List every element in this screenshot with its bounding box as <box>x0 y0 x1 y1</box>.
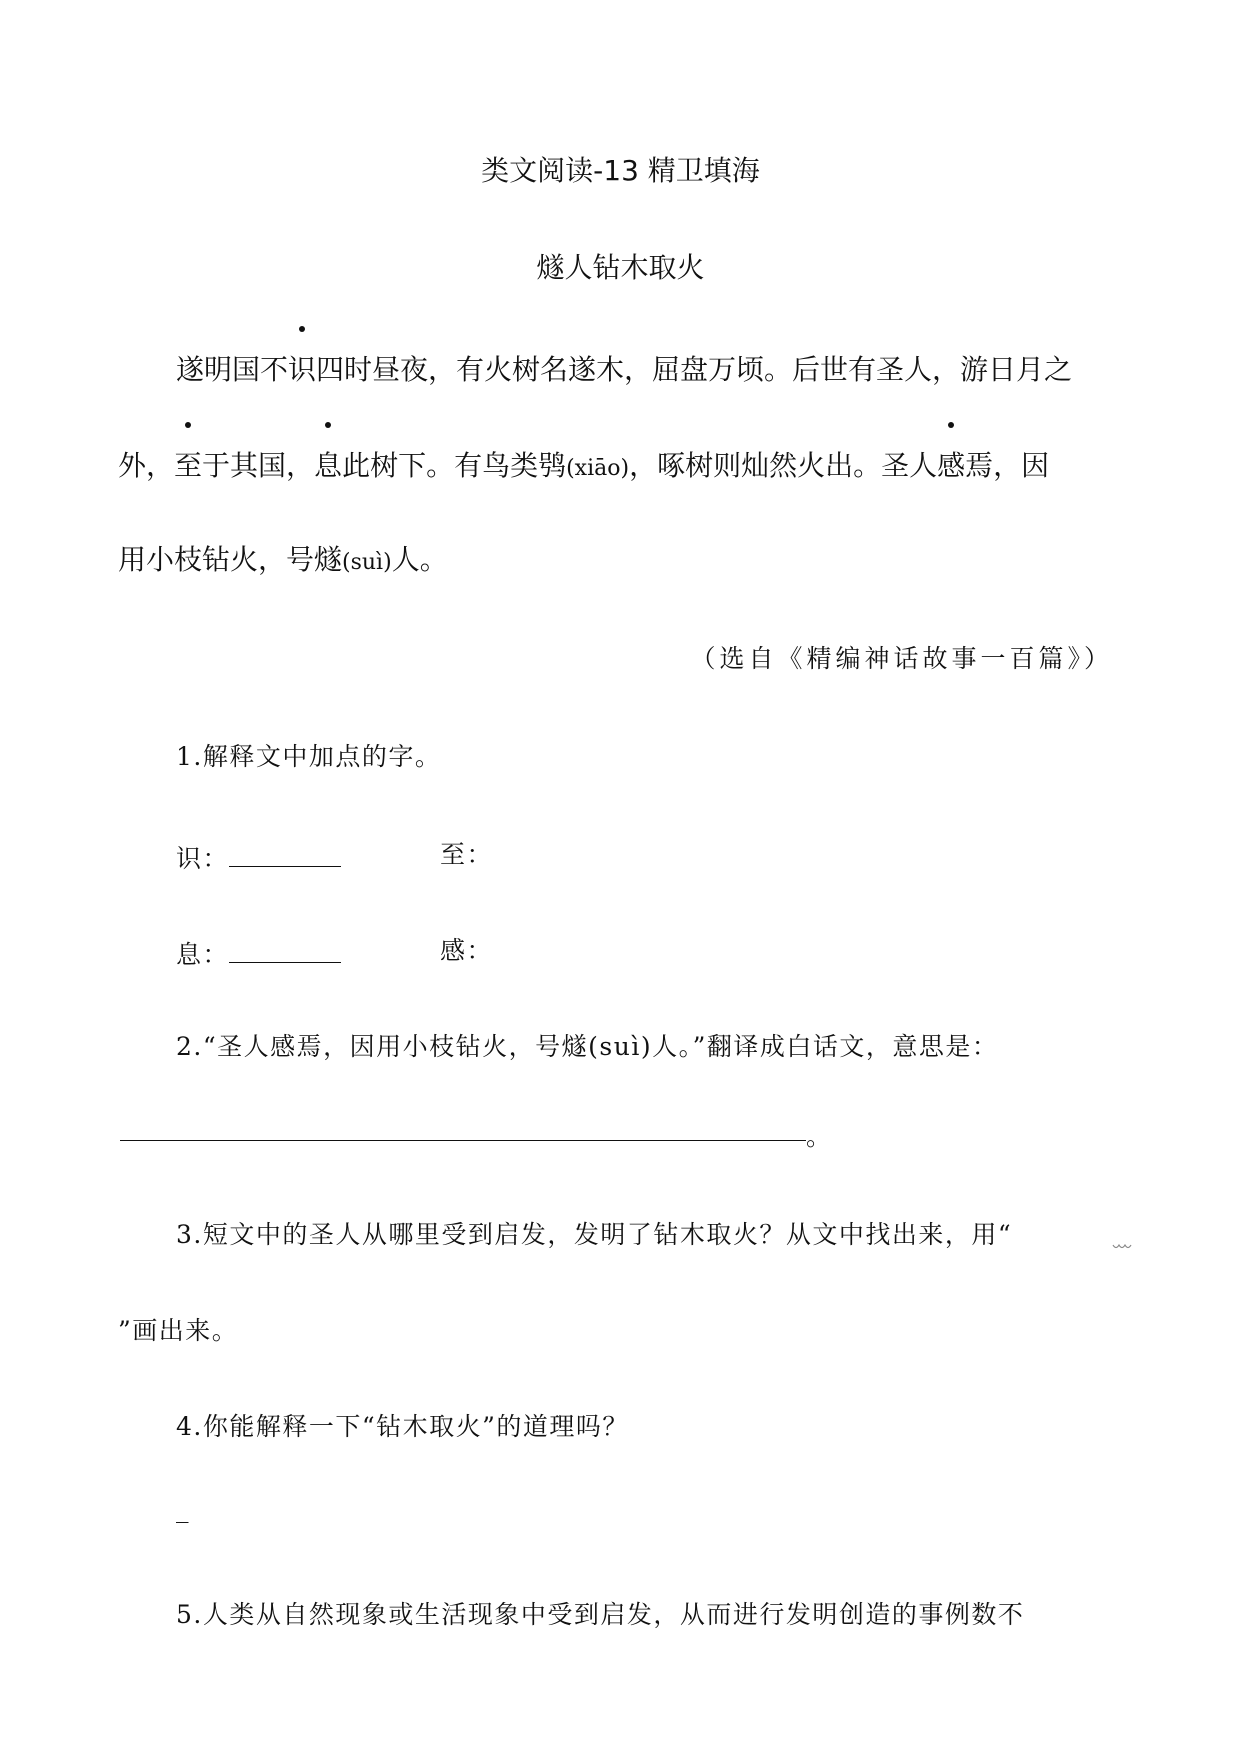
dotted-char-gan: 感 <box>937 449 966 482</box>
answer-blank-xi[interactable] <box>229 938 341 963</box>
passage-text: 此树下。有鸟类鸮 <box>342 449 567 482</box>
passage-text: 人。 <box>391 543 448 576</box>
q1-row-2 <box>176 938 341 967</box>
dotted-char-xi: 息 <box>314 449 343 482</box>
passage-source: （选自《精编神话故事一百篇》） <box>690 644 1113 673</box>
q1-label-xi: 息： <box>176 940 230 969</box>
pinyin-xiao: (xiāo) <box>566 456 630 481</box>
answer-blank-shi[interactable] <box>229 842 341 867</box>
question-3-line-2: ”画出来。 <box>118 1316 239 1345</box>
passage-text: 遂明国不 <box>176 353 289 386</box>
question-4: 4.你能解释一下“钻木取火”的道理吗？ <box>176 1412 629 1441</box>
dotted-char-zhi: 至 <box>174 449 203 482</box>
q1-label-gan: 感： <box>440 936 494 965</box>
passage-line-1 <box>176 353 1073 386</box>
passage-title: 燧人钻木取火 <box>536 251 705 284</box>
pinyin-sui: (suì) <box>342 550 392 575</box>
passage-text: ，啄树则灿然火出。圣人 <box>629 449 938 482</box>
question-2: 2.“圣人感焉，因用小枝钻火，号燧(suì)人。”翻译成白话文，意思是： <box>176 1032 999 1061</box>
question-1: 1.解释文中加点的字。 <box>176 742 442 771</box>
question-3-line-1: 3.短文中的圣人从哪里受到启发，发明了钻木取火？从文中找出来，用“ <box>176 1220 1013 1249</box>
passage-line-2 <box>118 449 1050 482</box>
passage-text: 外， <box>118 449 175 482</box>
passage-text: 四时昼夜，有火树名遂木，屈盘万顷。后世有圣人，游日月之 <box>316 353 1073 386</box>
q1-label-shi: 识： <box>176 844 230 873</box>
dotted-char-shi: 识 <box>288 353 317 386</box>
passage-text: 用小枝钻火，号燧 <box>118 543 343 576</box>
wavy-underline-icon <box>1112 1242 1134 1252</box>
answer-blank-q4[interactable]: _ <box>176 1494 190 1523</box>
page-title: 类文阅读-13 精卫填海 <box>481 154 760 187</box>
answer-blank-q2[interactable] <box>120 1140 806 1141</box>
passage-text: 于其国， <box>202 449 315 482</box>
q2-end-mark: 。 <box>806 1122 833 1151</box>
passage-text: 焉，因 <box>965 449 1050 482</box>
passage-line-3 <box>118 543 448 576</box>
q1-label-zhi: 至： <box>440 840 494 869</box>
q1-row-1 <box>176 842 341 871</box>
question-5: 5.人类从自然现象或生活现象中受到启发，从而进行发明创造的事例数不 <box>176 1600 1025 1629</box>
